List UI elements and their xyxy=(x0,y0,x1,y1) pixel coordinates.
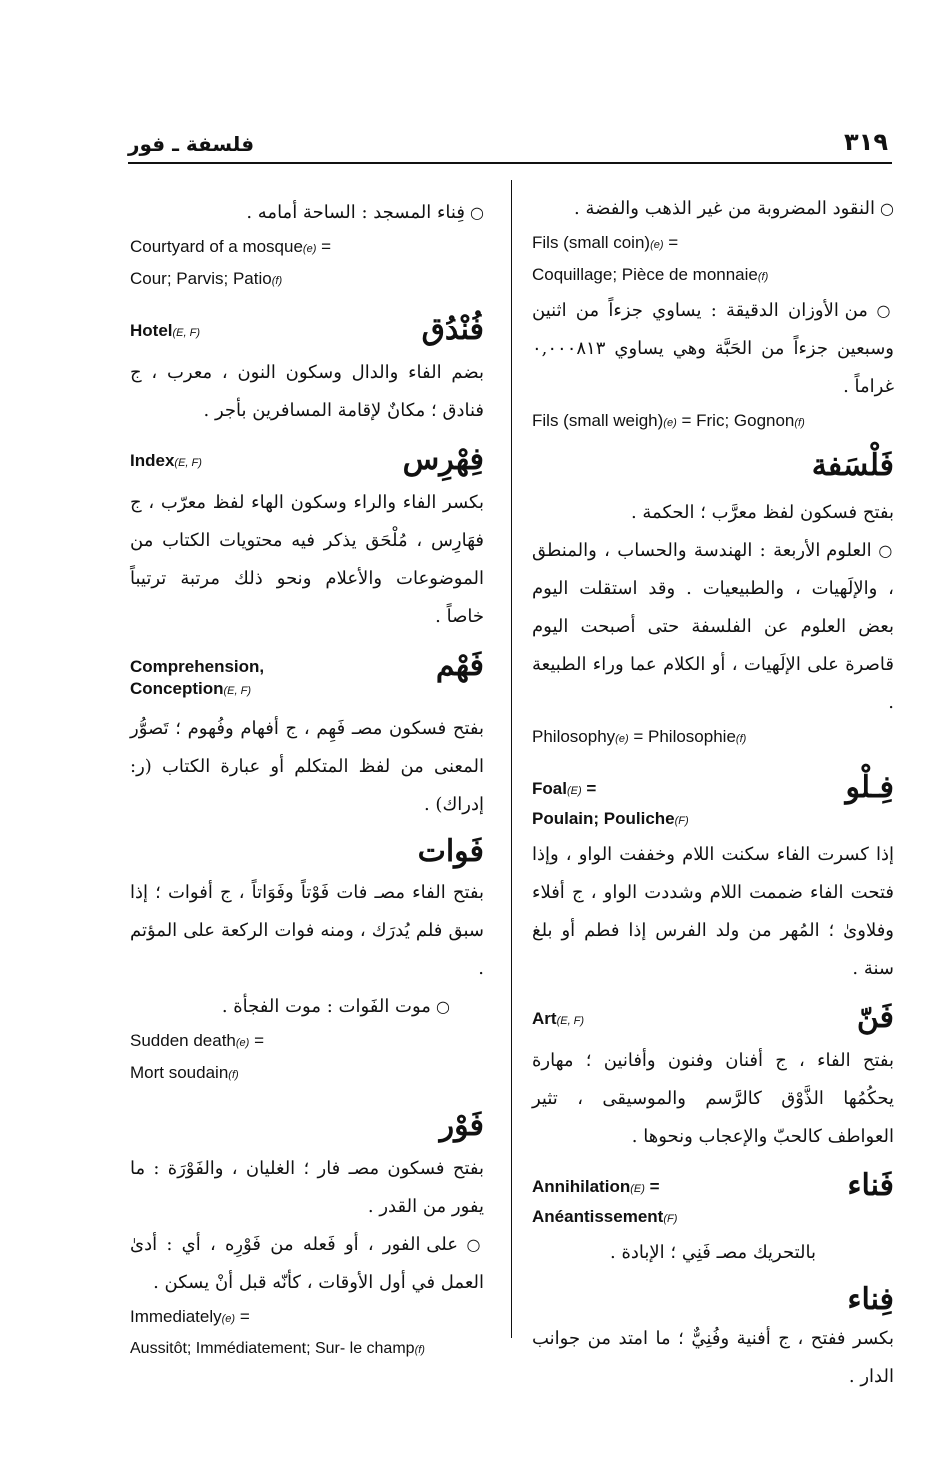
english-gloss xyxy=(532,778,596,802)
headword: فِهْرِس xyxy=(402,442,484,477)
entry-header xyxy=(130,310,484,354)
sense-text xyxy=(130,194,484,232)
definition-text: بفتح الفاء ، ج أفنان وفنون وأفانين ؛ مهارة يحكُمُها الذَّوْق كالرَّسم والموسيقى ، تثير العواطف كالحبّ والإعجاب ونحوها . xyxy=(532,1050,894,1147)
lang-tag: (E) xyxy=(630,1183,645,1195)
page-header xyxy=(128,122,892,164)
gloss-text: Art xyxy=(532,1009,557,1028)
lang-tag: (E, F) xyxy=(556,1015,585,1027)
circle-bullet-icon: ○ xyxy=(871,541,894,560)
english-gloss xyxy=(130,320,200,344)
definition-text: بالتحريك مصـ فَنِي ؛ الإبادة . xyxy=(610,1242,816,1263)
gloss-text: Mort soudain xyxy=(130,1063,229,1082)
circle-bullet-icon: ○ xyxy=(457,1235,485,1254)
gloss-text: = Fric; Gognon xyxy=(676,411,795,430)
circle-bullet-icon: ○ xyxy=(430,997,450,1016)
sense-text xyxy=(532,190,894,228)
lang-tag: (e) xyxy=(221,1313,236,1325)
french-gloss xyxy=(130,1334,484,1365)
english-gloss xyxy=(130,1302,484,1334)
gloss-eq: = xyxy=(235,1307,250,1326)
circle-bullet-icon: ○ xyxy=(874,199,894,218)
lang-tag: (e) xyxy=(650,239,664,251)
definition-text: بفتح فسكون مصـ فَهِم ، ج أفهام وفُهوم ؛ تَصوُّر المعنى من لفظ المتكلم أو عبارة الكتاب (ر: إدراك) . xyxy=(130,718,484,815)
lang-tag: (e) xyxy=(663,417,677,429)
definition-text: بضم الفاء والدال وسكون النون ، معرب ، ج فنادق ؛ مكانٌ لإقامة المسافرين بأجر . xyxy=(130,362,484,421)
gloss-text: Hotel xyxy=(130,321,173,340)
english-gloss xyxy=(130,232,484,264)
english-gloss xyxy=(532,228,894,260)
headword: فَهْم xyxy=(435,648,484,683)
lang-tag: (f) xyxy=(414,1344,425,1356)
gloss-text: Conception xyxy=(130,679,224,698)
gloss-text: Coquillage; Pièce de monnaie xyxy=(532,265,758,284)
gloss-text: Comprehension, xyxy=(130,657,265,676)
entry-header xyxy=(130,646,484,706)
lang-tag: (f) xyxy=(735,733,747,745)
sense-arabic: على الفور ، أو فَعله من فَوْرِه ، أي : أدىٰ العمل في أول الأوقات ، كأنّه قبل أنْ يسكن . xyxy=(130,1234,484,1293)
lang-tag: (E, F) xyxy=(223,685,251,697)
gloss-text: Courtyard of a mosque xyxy=(130,237,303,256)
lang-tag: (f) xyxy=(271,275,283,287)
gloss-eq: = xyxy=(316,237,332,256)
english-french-gloss xyxy=(532,406,894,438)
lang-tag: (f) xyxy=(794,417,805,429)
english-french-gloss xyxy=(532,722,894,754)
lang-tag: (f) xyxy=(757,271,769,283)
french-gloss xyxy=(130,1058,484,1090)
lang-tag: (E) xyxy=(566,785,582,797)
circle-bullet-icon: ○ xyxy=(867,301,894,320)
gloss-text: Foal xyxy=(532,779,567,798)
left-column xyxy=(130,190,484,1365)
english-gloss xyxy=(130,1026,484,1058)
lang-tag: (e) xyxy=(615,733,629,745)
page-number: ٣١٩ xyxy=(844,128,888,156)
entry-header xyxy=(532,768,894,812)
definition-text: إذا كسرت الفاء سكنت اللام وخففت الواو ، وإذا فتحت الفاء ضممت اللام وشددت الواو ، ج أفلاء وفلاوىٰ ؛ المُهر من ولد الفرس إذا فطم أو بلغ سنة . xyxy=(532,844,894,979)
lang-tag: (E, F) xyxy=(174,457,202,469)
headword: فُنْدُق xyxy=(421,312,484,347)
sense-arabic: العلوم الأربعة : الهندسة والحساب ، والمنطق ، والإلَهيات ، والطبيعيات . وقد استقلت اليوم بعض العلوم عن الفلسفة حتى أصبحت اليوم قاصرة على الإلَهيات ، أو الكلام عما وراء الطبيعة . xyxy=(532,540,894,713)
french-gloss xyxy=(130,264,484,296)
headword: فَنّ xyxy=(856,1000,894,1035)
definition-text: بفتح فسكون لفظ معرَّب ؛ الحكمة . xyxy=(630,502,894,523)
lang-tag: (e) xyxy=(235,1037,250,1049)
lang-tag: (e) xyxy=(302,243,317,255)
headword: فِناء xyxy=(847,1282,894,1317)
sense-text xyxy=(130,988,484,1026)
french-gloss xyxy=(532,260,894,292)
english-gloss xyxy=(130,450,202,474)
gloss-text: Aussitôt; Immédiatement; Sur- le champ xyxy=(130,1340,415,1357)
gloss-text: Philosophy xyxy=(532,727,616,746)
lang-tag: (F) xyxy=(674,815,689,827)
entry-header xyxy=(532,998,894,1042)
entry-header xyxy=(130,1106,484,1150)
headword: فَوْر xyxy=(439,1108,484,1143)
entry-header xyxy=(130,832,484,874)
sense-text xyxy=(532,292,894,406)
lang-tag: (f) xyxy=(228,1069,239,1081)
circle-bullet-icon: ○ xyxy=(464,203,484,222)
gloss-eq: = xyxy=(644,1177,660,1196)
entry-header xyxy=(532,1166,894,1210)
sense-arabic: موت الفَوات : موت الفجأة . xyxy=(221,996,431,1017)
running-head: فلسفة ـ فور xyxy=(128,132,255,156)
english-gloss xyxy=(130,656,264,702)
definition-text: بكسر ففتح ، ج أفنية وفُنِيٌّ ؛ ما امتد من جوانب الدار . xyxy=(532,1328,894,1387)
lang-tag: (F) xyxy=(663,1213,678,1225)
gloss-eq: = xyxy=(663,233,679,252)
gloss-text: Sudden death xyxy=(130,1031,236,1050)
headword: فَوات xyxy=(417,834,484,869)
gloss-eq: = xyxy=(581,779,597,798)
gloss-text: Index xyxy=(130,451,175,470)
gloss-text: Anéantissement xyxy=(532,1207,664,1226)
entry-header xyxy=(532,446,894,494)
headword: فَناء xyxy=(847,1168,894,1203)
gloss-eq: = xyxy=(249,1031,264,1050)
gloss-text: Fils (small coin) xyxy=(532,233,651,252)
english-gloss xyxy=(532,1176,660,1200)
right-column xyxy=(532,190,894,1396)
definition-text: بفتح الفاء مصـ فات فَوْتاً وفَوَاتاً ، ج أفوات ؛ إذا سبق فلم يُدرَك ، ومنه فوات الركعة على المؤتم . xyxy=(130,882,484,979)
gloss-text: Fils (small weigh) xyxy=(532,411,664,430)
sense-arabic: من الأوزان الدقيقة : يساوي جزءاً من اثنين وسبعين جزءاً من الحَبَّة وهي يساوي ٠,٠٠٠٨١٣ غراماً . xyxy=(532,300,894,397)
definition-text: بفتح فسكون مصـ فار ؛ الغليان ، والفَوْرَة : ما يفور من القدر . xyxy=(130,1158,484,1217)
gloss-text: Annihilation xyxy=(532,1177,631,1196)
sense-arabic: فِناء المسجد : الساحة أمامه . xyxy=(246,202,465,223)
gloss-text: Immediately xyxy=(130,1307,222,1326)
sense-text xyxy=(130,1226,484,1302)
sense-text xyxy=(532,532,894,722)
definition-text: بكسر الفاء والراء وسكون الهاء لفظ معرّب ، ج فهَارِس ، مُلْحَق يذكر فيه محتويات الكتاب من الموضوعات والأعلام ونحو ذلك مرتبة ترتيباً خاصاً . xyxy=(130,492,484,627)
english-gloss xyxy=(532,1008,584,1032)
column-divider xyxy=(511,180,512,1338)
headword: فَلْسَفة xyxy=(811,448,894,483)
headword: فِـلْو xyxy=(845,770,894,805)
lang-tag: (E, F) xyxy=(172,327,200,339)
gloss-text: = Philosophie xyxy=(628,727,736,746)
entry-header xyxy=(532,1280,894,1320)
entry-header xyxy=(130,440,484,484)
gloss-text: Cour; Parvis; Patio xyxy=(130,269,272,288)
sense-arabic: النقود المضروبة من غير الذهب والفضة . xyxy=(574,198,875,219)
gloss-text: Poulain; Pouliche xyxy=(532,809,675,828)
